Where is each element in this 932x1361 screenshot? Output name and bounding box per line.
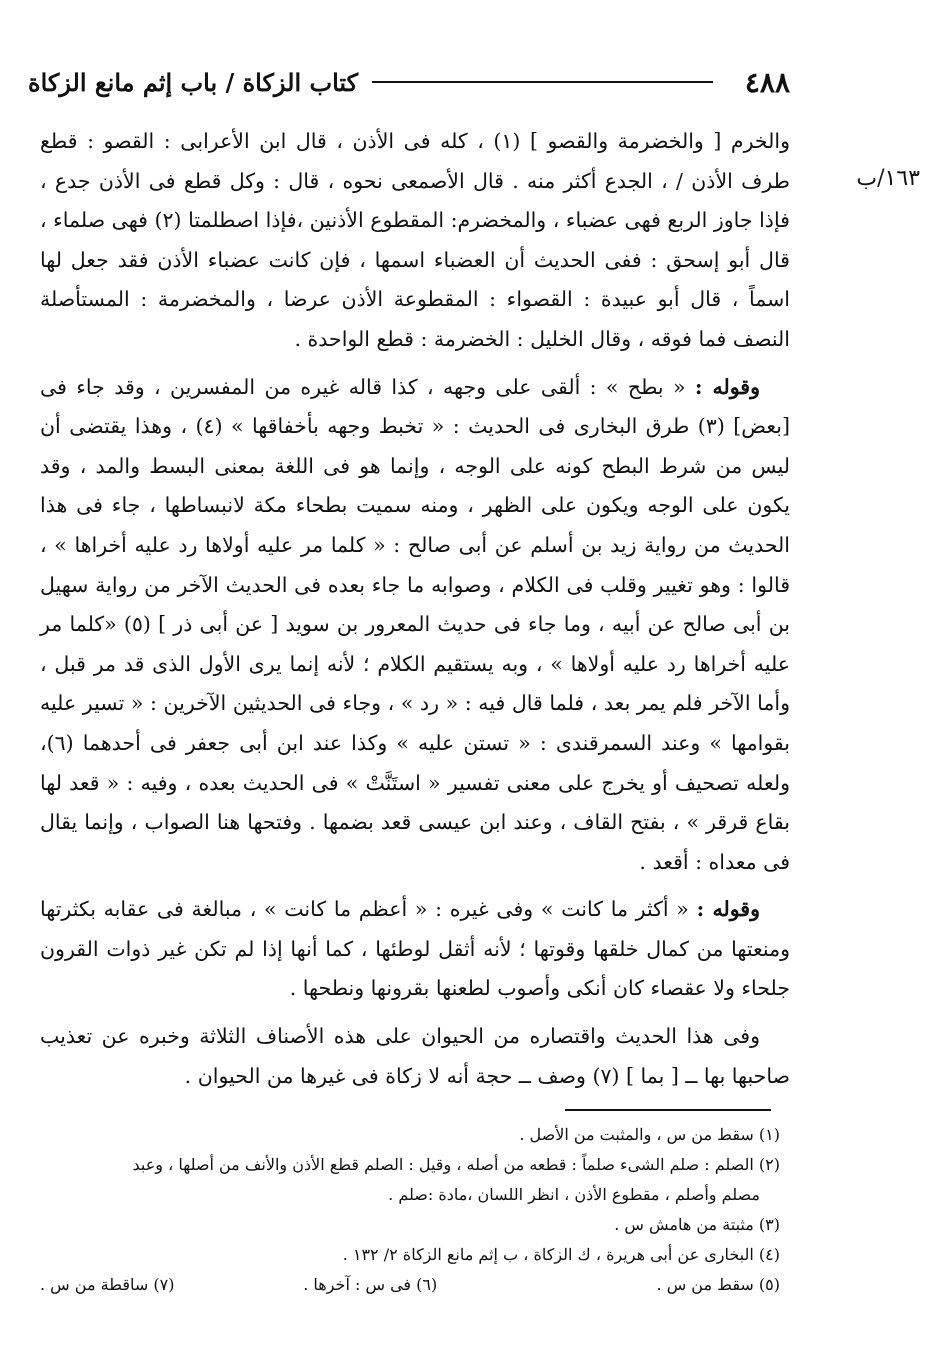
footnote-1: (١) سقط من س ، والمثبت من الأصل . [519,1125,780,1144]
paragraph-2-text: « بطح » : ألقى على وجهه ، كذا قاله غيره من المفسرين ، وقد جاء فى [بعض] (٣) طرق البخارى فى الحديث : « تخبط وجهه بأخفاقها » (٤) ، وهذا يقتضى أن ليس من شرط البطح كونه على الوجه ، وإنما هو فى اللغة بمعنى البسط والمد ، وقد يكون على الوجه ويكون على الظهر ، ومنه سميت بطحاء مكة لانبساطها ، جاء فى هذا الحديث من رواية زيد بن أسلم عن أبى صالح : « كلما مر عليه أولاها رد عليه أخراها » ، قالوا : وهو تغيير وقلب فى الكلام ، وصوابه ما جاء بعده فى الحديث الآخر من رواية سهيل بن أبى صالح عن أبيه ، وما جاء فى حديث المعرور بن سويد [ عن أبى ذر ] (٥) «كلما مر عليه أخراها رد عليه أولاها » ، وبه يستقيم الكلام ؛ لأنه إنما يرى الأول الذى قد مر قبل ، وأما الآخر فلم يمر بعد ، فلما قال فيه : « رد » ، وجاء فى الحديثين الآخرين : « تسير عليه بقوامها » وعند السمرقندى : « تستن عليه » وكذا عند ابن أبى جعفر فى أحدهما (٦)، ولعله تصحيف أو يخرج على معنى تفسير « استَنَّتْ » فى الحديث بعده ، وفيه : « قعد لها بقاع قرقر » ، بفتح القاف ، وعند ابن عيسى قعد بضمها . وفتحها هنا الصواب ، وإنما يقال فى معداه : أقعد . [40,374,791,874]
page-number: ٤٨٨ [744,65,790,99]
footnote-rule [565,1109,771,1111]
paragraph-3-lead: وقوله : [696,897,761,922]
footnote-2: (٢) الصلم : صلم الشىء صلماً : قطعه من أصله ، وقيل : الصلم قطع الأذن والأنف من أصلها ، وعبد [132,1155,780,1174]
footnote-2-continuation: مصلم وأصلم ، مقطوع الأذن ، انظر اللسان ،مادة :صلم . [388,1185,760,1204]
paragraph-3-text: « أكثر ما كانت » وفى غيره : « أعظم ما كانت » ، مبالغة فى عقابه بكثرتها ومنعتها من كمال خلقها وقوتها ؛ لأنه أثقل لوطئها ، كما أنها إذا لم تكن غير ذوات القرون جلحاء ولا عقصاء كان أنكى وأصوب لطعنها بقرونها ونطحها . [40,897,790,1001]
footnote-7: (٧) ساقطة من س . [40,1275,175,1294]
paragraph-4-text: وفى هذا الحديث واقتصاره من الحيوان على هذه الأصناف الثلاثة وخبره عن تعذيب صاحبها بها ــ [ بما ] (٧) وصف ــ حجة أنه لا زكاة فى غيرها من الحيوان . [40,1024,790,1088]
paragraph-3 [40,890,790,1009]
footnotes [40,1120,780,1300]
page-header [28,62,790,102]
footnote-6: (٦) فى س : آخرها . [303,1275,438,1294]
footnote-4: (٤) البخارى عن أبى هريرة ، ك الزكاة ، ب إثم مانع الزكاة ٢/ ١٣٢ . [342,1245,780,1264]
footnote-5: (٥) سقط من س . [656,1275,780,1294]
paragraph-1-text: والخرم [ والخضرمة والقصو ] (١) ، كله فى الأذن ، قال ابن الأعرابى : القصو : قطع طرف الأذن / ، الجدع أكثر منه . قال الأصمعى نحوه ، قال : وكل قطع فى الأذن جدع ، فإذا جاوز الربع فهى عضباء ، والمخضرم: المقطوع الأذنين ،فإذا اصطلمتا (٢) فهى صلماء ، قال أبو إسحق : ففى الحديث أن العضباء اسمها ، فإن كانت عضباء الأذن فقد جعل لها اسماً ، قال أبو عبيدة : القصواء : المقطوعة الأذن عرضا ، والمخضرمة : المستأصلة النصف فما فوقه ، وقال الخليل : الخضرمة : قطع الواحدة . [40,129,790,351]
paragraph-2-lead: وقوله : [694,374,760,399]
header-rule [372,81,713,83]
manuscript-folio-marker: ١٦٣/ب [856,166,920,191]
footnote-row-5-7 [40,1270,780,1300]
paragraph-4 [40,1017,790,1096]
main-text [40,122,790,1096]
paragraph-2 [40,368,790,883]
footnote-3: (٣) مثبتة من هامش س . [614,1215,780,1234]
running-head: كتاب الزكاة / باب إثم مانع الزكاة [28,67,359,97]
paragraph-1 [40,122,790,360]
